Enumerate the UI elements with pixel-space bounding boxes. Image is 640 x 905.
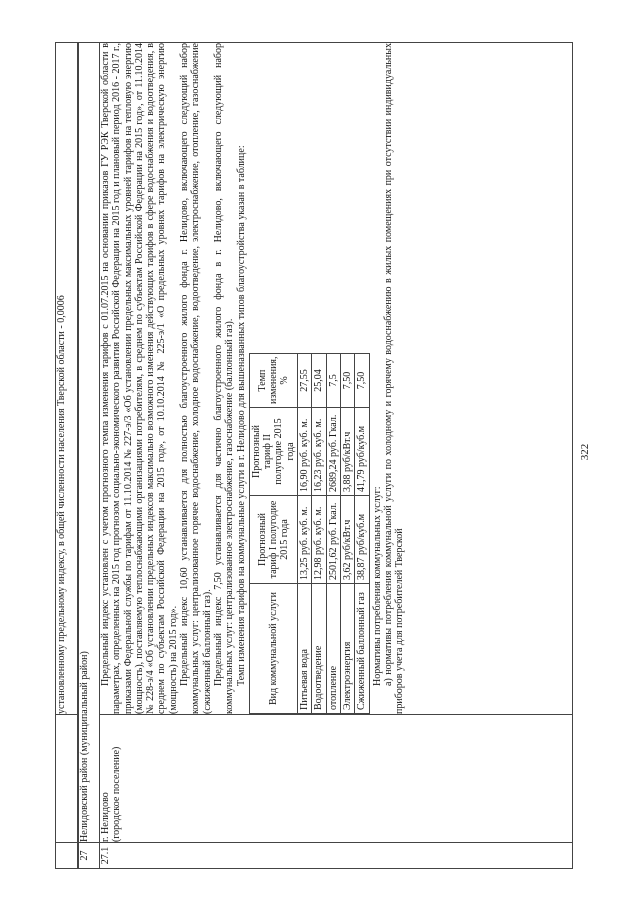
page-number: 322 [579, 443, 591, 461]
cell-service: Питьевая вода [298, 584, 312, 714]
cell-tariff-h2: 16,90 руб. куб. м. [298, 408, 312, 496]
settlement-name-line2: (городское поселение) [111, 746, 123, 842]
row-district [78, 43, 100, 869]
cell-tariff-h1: 2501,62 руб. Гкал. [326, 496, 340, 584]
row-prev-text: установленному предельному индексу, в общей численности населения Тверской области - 0,0006 [56, 43, 78, 715]
paragraph-index-full: Предельный индекс 10,60 устанавливается для полностью благоустроенного жилого фонда г. Нелидово, включающего следующий набор коммунальных услуг: централизованное горячее водоснабжение, холодное водоснабжение, водоотведение, электроснабжение, отопление, газоснабжение (сжиженный баллонный газ). [179, 43, 213, 714]
cell-tariff-h2: 16,23 руб. куб. м. [312, 408, 326, 496]
row-prev [56, 43, 78, 869]
paragraph-table-intro: Темп изменения тарифов на коммунальные услуги в г. Нелидово для вышеназванных типов благоустройства указан в таблице: [235, 145, 247, 686]
paragraph-norms-heading: Нормативы потребления коммунальных услуг: [371, 486, 383, 686]
district-number: 27 [78, 843, 100, 869]
table-row [298, 354, 312, 714]
settlement-description [100, 43, 573, 715]
tariff-table-header [249, 354, 297, 714]
paragraph-index-partial: Предельный индекс 7,50 устанавливается для частично благоустроенного жилого фонда в г. Нелидово, включающего следующий набор коммунальных услуг: централизованное электроснабжение, газоснабжение (баллонный газ). [212, 43, 236, 714]
tariff-table [249, 353, 370, 714]
cell-service: отопление [326, 584, 340, 714]
cell-service: Электроэнергия [340, 584, 354, 714]
paragraph-norms-a: а) нормативы потребления коммунальной услуги по холодному и горячему водоснабжению в жилых помещениях при отсутствии индивидуальных приборов учета для потребителей Тверской [382, 43, 406, 714]
district-name: Нелидовский район (муниципальный район) [78, 43, 100, 843]
cell-tariff-h1: 12,98 руб. куб. м. [312, 496, 326, 584]
settlement-name [100, 715, 573, 843]
row-settlement [100, 43, 573, 869]
table-row [340, 354, 354, 714]
table-row [355, 354, 369, 714]
cell-tariff-h2: 3,88 руб/кВт.ч [340, 408, 354, 496]
cell-rate: 25,04 [312, 354, 326, 408]
header-service: Вид коммунальной услуги [249, 584, 297, 714]
cell-tariff-h1: 13,25 руб. куб. м. [298, 496, 312, 584]
settlement-number: 27.1 [100, 843, 573, 869]
rotated-page-content [55, 43, 575, 869]
cell-rate: 27,55 [298, 354, 312, 408]
table-row [326, 354, 340, 714]
cell-service: Сжиженный баллонный газ [355, 584, 369, 714]
header-rate: Темп изменения, % [249, 354, 297, 408]
cell-rate: 7,50 [340, 354, 354, 408]
cell-tariff-h2: 41,79 руб/куб.м [355, 408, 369, 496]
settlement-name-line1: г. Нелидово [100, 792, 111, 842]
cell-rate: 7,50 [355, 354, 369, 408]
outer-table [55, 42, 573, 869]
cell-service: Водоотведение [312, 584, 326, 714]
paragraph-basis: Предельный индекс установлен с учетом прогнозного темпа изменения тарифов с 01.07.2015 на основании приказов ГУ РЭК Тверской области в параметрах, определенных на 2015 год прогнозом социально-экономического развития Российской Федерации на 2015 год и плановый период 2016 - 2017 г., приказами Федеральной службы по тарифам от 11.10.2014 № 227-э/3 «Об установлении предельных максимальных уровней тарифов на тепловую энергию (мощность), поставляемую теплоснабжающими организациями потребителям, в среднем по субъектам Российской Федерации на 2015 год», от 11.10.2014 № 228-э/4 «Об установлении предельных индексов максимально возможного изменения действующих тарифов в сфере водоснабжения и водоотведения, в среднем по субъектам Российской Федерации на 2015 год», от 10.10.2014 № 225-э/1 «О предельных уровнях тарифов на электрическую энергию (мощность) на 2015 год». [100, 43, 179, 714]
cell-rate: 7,5 [326, 354, 340, 408]
header-tariff-h1: Прогнозный тариф I полугодие 2015 года [249, 496, 297, 584]
cell-tariff-h2: 2689,24 руб. Гкал. [326, 408, 340, 496]
cell-tariff-h1: 3,62 руб/кВт.ч [340, 496, 354, 584]
header-tariff-h2: Прогнозный тариф II полугодие 2015 года [249, 408, 297, 496]
table-row [312, 354, 326, 714]
cell-tariff-h1: 38,87 руб/куб.м [355, 496, 369, 584]
